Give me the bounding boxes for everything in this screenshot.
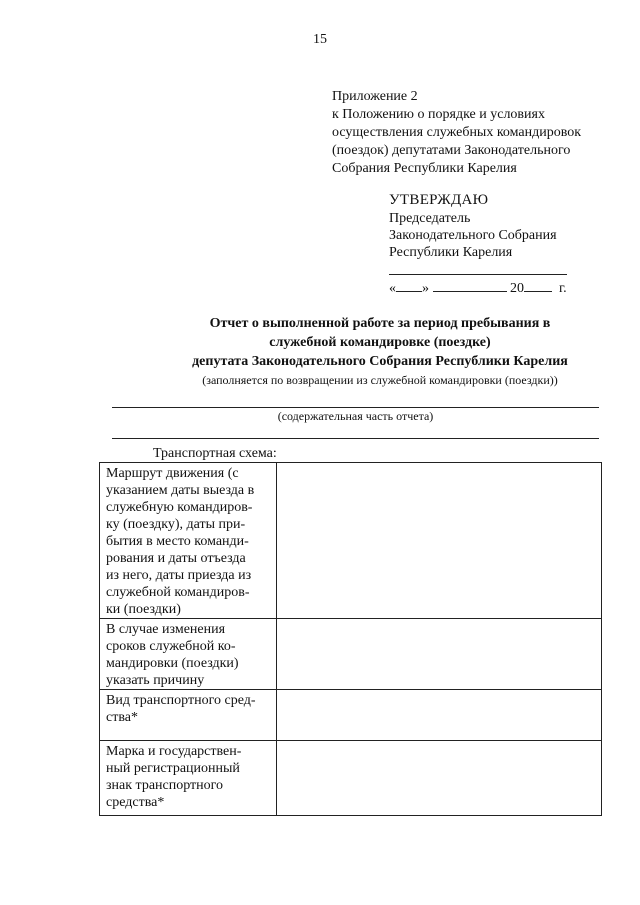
content-line[interactable] [112, 407, 599, 408]
row-value-route[interactable] [277, 463, 602, 619]
year-blank[interactable] [524, 278, 552, 292]
appendix-line: (поездок) депутатами Законодательного [332, 143, 571, 158]
approval-line: Законодательного Собрания [389, 228, 557, 243]
report-title-note: (заполняется по возвращении из служебной командировки (поездки)) [202, 373, 558, 387]
date-open-quote: « [389, 281, 396, 296]
row-value-vehicle-type[interactable] [277, 690, 602, 741]
day-blank[interactable] [396, 278, 422, 292]
approval-date [389, 278, 567, 297]
table-row [100, 741, 602, 816]
report-title-line: депутата Законодательного Собрания Республики Карелия [192, 354, 568, 369]
table-row [100, 463, 602, 619]
appendix-line: к Положению о порядке и условиях [332, 107, 545, 122]
appendix-line: Собрания Республики Карелия [332, 161, 517, 176]
approval-block [389, 192, 557, 261]
transport-scheme-table [99, 462, 602, 816]
year-suffix: г. [559, 281, 567, 296]
transport-scheme-label: Транспортная схема: [153, 446, 277, 461]
row-value-vehicle-plate[interactable] [277, 741, 602, 816]
report-title-line: служебной командировке (поездке) [269, 335, 491, 350]
content-caption: (содержательная часть отчета) [277, 409, 434, 423]
approval-line: Республики Карелия [389, 245, 513, 260]
signature-line[interactable] [389, 274, 567, 275]
page-number: 15 [313, 32, 327, 47]
date-close-quote: » [422, 281, 429, 296]
row-label-vehicle-type: Вид транспортного сред- ства* [100, 690, 277, 741]
row-label-vehicle-plate: Марка и государствен- ный регистрационный знак транспортного средства* [100, 741, 277, 816]
appendix-line: Приложение 2 [332, 89, 418, 104]
year-prefix: 20 [510, 281, 524, 296]
month-blank[interactable] [433, 278, 507, 292]
row-label-route: Маршрут движения (с указанием даты выезда в служебную командиров- ку (поездку), даты при- бытия в место команди- рования и даты отъезда из него, даты приезда из служебной командиров- ки (поездки) [100, 463, 277, 619]
table-row [100, 690, 602, 741]
approval-line: Председатель [389, 211, 471, 226]
report-title [0, 314, 640, 390]
row-value-change-reason[interactable] [277, 619, 602, 690]
table-row [100, 619, 602, 690]
report-title-line: Отчет о выполненной работе за период пребывания в [209, 316, 551, 331]
appendix-block [332, 88, 581, 178]
appendix-line: осуществления служебных командировок [332, 125, 582, 140]
row-label-change-reason: В случае изменения сроков служебной ко- мандировки (поездки) указать причину [100, 619, 277, 690]
content-line[interactable] [112, 438, 599, 439]
approval-heading: УТВЕРЖДАЮ [389, 192, 489, 208]
